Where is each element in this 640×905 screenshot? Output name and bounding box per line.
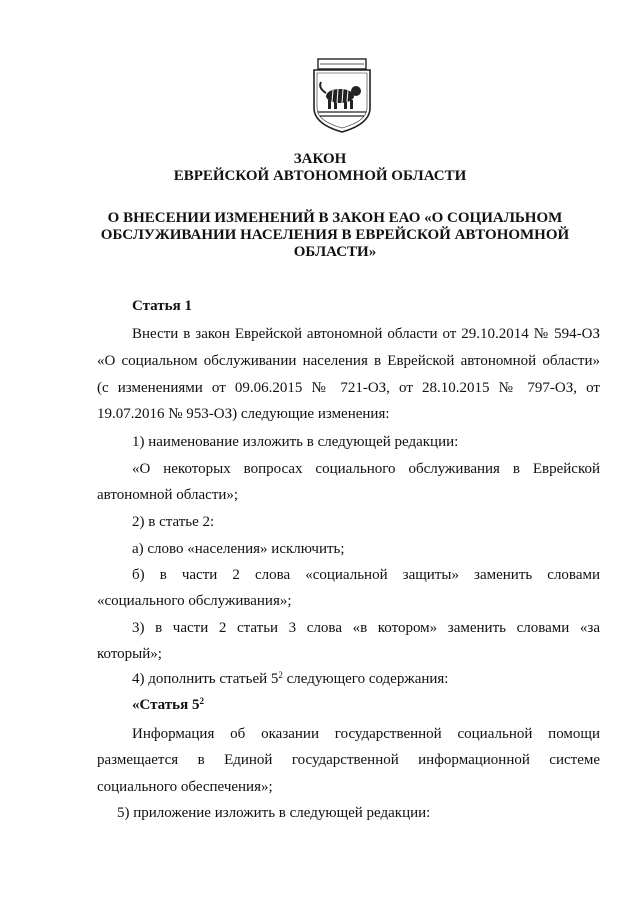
item-2a: а) слово «населения» исключить;	[132, 541, 345, 557]
new-article-line-1: Информация об оказании государственной социальной помощи	[132, 726, 600, 742]
new-article-line-3: социального обеспечения»;	[97, 779, 273, 795]
new-article-heading	[132, 696, 204, 714]
intro-line-2: «О социальном обслуживании населения в Еврейской автономной области»	[97, 353, 600, 369]
item-5: 5) приложение изложить в следующей редакции:	[117, 805, 431, 821]
item-4	[132, 670, 448, 688]
item-3-line-1: 3) в части 2 статьи 3 слова «в котором» заменить словами «за	[132, 620, 600, 636]
item-4-text-end: следующего содержания:	[282, 671, 449, 687]
law-heading: ЗАКОН	[293, 151, 347, 167]
new-article-superscript: 2	[199, 696, 204, 706]
new-article-line-2: размещается в Единой государственной информационной системе	[97, 752, 600, 768]
item-2b-line-1: б) в части 2 слова «социальной защиты» заменить словами	[132, 567, 600, 583]
tiger-figure	[320, 82, 361, 109]
item-1-text-line-1: «О некоторых вопросах социального обслуживания в Еврейской	[132, 461, 600, 477]
item-3-line-2: который»;	[97, 646, 162, 662]
intro-line-1: Внести в закон Еврейской автономной области от 29.10.2014 № 594-ОЗ	[132, 326, 600, 342]
item-1: 1) наименование изложить в следующей редакции:	[132, 434, 459, 450]
item-1-text-line-2: автономной области»;	[97, 487, 239, 503]
item-4-superscript: 2	[278, 670, 283, 680]
region-heading: ЕВРЕЙСКОЙ АВТОНОМНОЙ ОБЛАСТИ	[173, 168, 467, 184]
new-article-label: «Статья 5	[132, 697, 200, 713]
article-heading: Статья 1	[132, 298, 192, 314]
intro-line-4: 19.07.2016 № 953-ОЗ) следующие изменения:	[97, 406, 390, 422]
law-title: О ВНЕСЕНИИ ИЗМЕНЕНИЙ В ЗАКОН ЕАО «О СОЦИАЛЬНОМ ОБСЛУЖИВАНИИ НАСЕЛЕНИЯ В ЕВРЕЙСКОЙ АВТОНОМНОЙ ОБЛАСТИ»	[100, 210, 570, 260]
intro-line-3: (с изменениями от 09.06.2015 № 721-ОЗ, от 28.10.2015 № 797-ОЗ, от	[97, 380, 600, 396]
coat-of-arms-emblem	[306, 58, 378, 134]
item-4-text: 4) дополнить статьей 5	[132, 671, 279, 687]
item-2b-line-2: «социального обслуживания»;	[97, 593, 292, 609]
item-2: 2) в статье 2:	[132, 514, 215, 530]
